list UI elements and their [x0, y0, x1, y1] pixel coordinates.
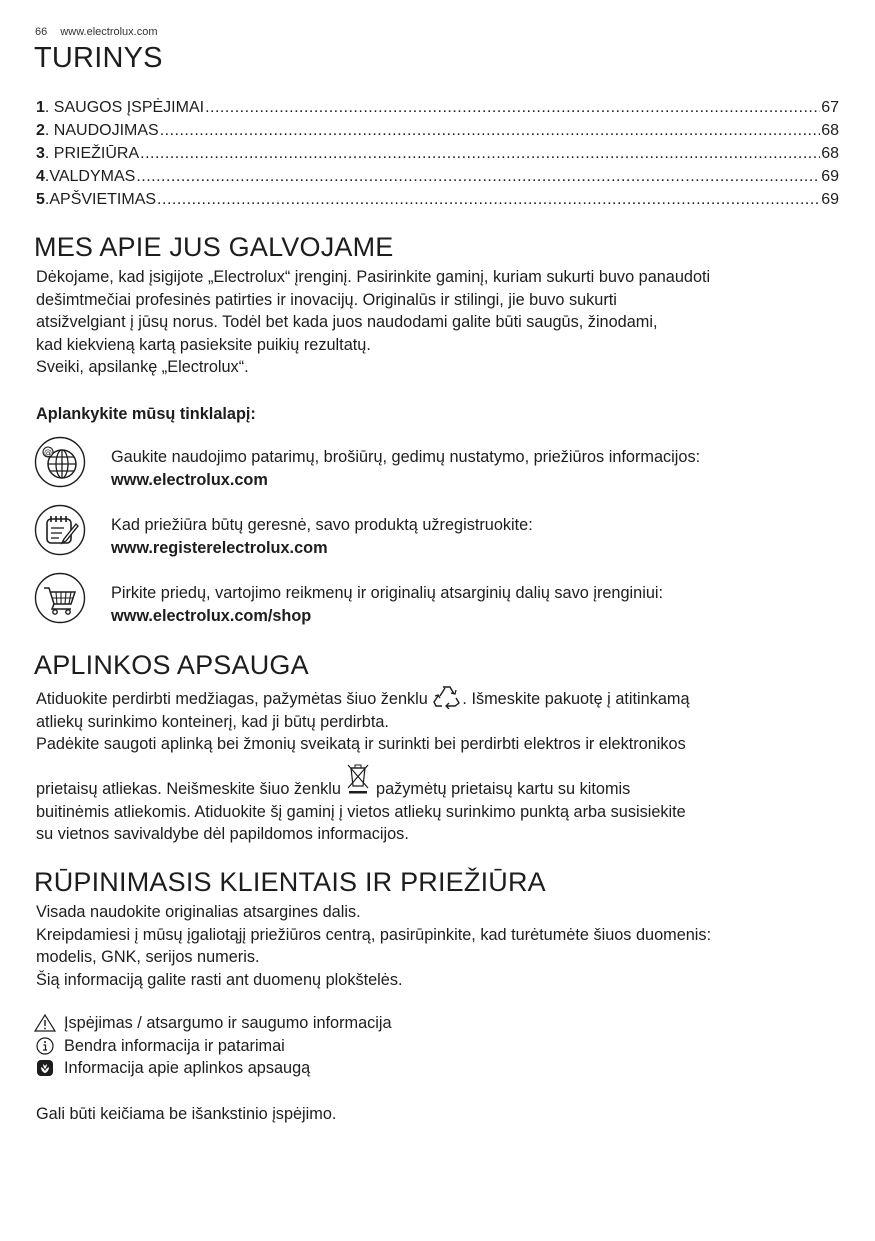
svg-text:@: @ [44, 448, 52, 457]
visit-label: Aplankykite mūsų tinklalapį: [36, 405, 256, 423]
toc-page: 69 [821, 191, 839, 208]
toc-item[interactable]: 3 . PRIEŽIŪRA ..... 68 [36, 142, 839, 165]
care-title: RŪPINIMASIS KLIENTAIS IR PRIEŽIŪRA [34, 867, 546, 897]
toc-item[interactable]: 2 . NAUDOJIMAS ..... 68 [36, 119, 839, 142]
toc-page: 69 [821, 168, 839, 185]
toc-item[interactable]: 5 .APŠVIETIMAS ..... 69 [36, 188, 839, 211]
warning-triangle-icon [34, 1014, 56, 1032]
register-link[interactable]: www.registerelectrolux.com [111, 538, 328, 557]
register-notepad-icon [34, 504, 86, 556]
toc-page: 68 [821, 122, 839, 139]
website-header: www.electrolux.com [60, 26, 158, 38]
crossed-bin-icon [345, 762, 371, 796]
toc-title: TURINYS [34, 42, 163, 74]
globe-icon [34, 436, 86, 488]
change-notice: Gali būti keičiama be išankstinio įspėjimo. [36, 1105, 337, 1123]
shop-link[interactable]: www.electrolux.com/shop [111, 606, 312, 625]
environment-title: APLINKOS APSAUGA [34, 650, 309, 680]
legend-item: Informacija apie aplinkos apsaugą [34, 1057, 392, 1080]
shopping-cart-icon [34, 572, 86, 624]
info-icon [36, 1037, 54, 1055]
legend-item: Bendra informacija ir patarimai [34, 1035, 392, 1058]
manual-page: 66 www.electrolux.com TURINYS 1 . SAUGOS ĮSPĖJIMAI ..... 67 2 . NAUDOJIMAS ..... 68 3 . PRIEŽIŪRA ..... 68 4 .VALDYMAS ..... 69 5 .APŠVIETIMAS ..... 69 MES APIE JUS GALVOJAME Dėkojame, kad įsigijote „Electrolux“ įrenginį. Pasirinkite gaminį, kuriam sukurti buvo panaudoti dešimtmečiai profesinės patirties ir inovacijų. Originalūs ir stilingi, jie buvo sukurti atsižvelgiant į jūsų norus. Todėl bet kada juos naudodami galite būti saugūs, žinodami, kad kiekvieną kartą pasieksite puikių rezultatų. Sveiki, apsilankę „Electrolux“. Aplankykite mūsų tinklalapį: @ Gaukite naudojimo patarimų, brošiūrų, gedimų nustatymo, priežiūros informacijos: www.electrolux.com Kad priežiūra būtų geresnė, savo produktą užregistruokite: www.registerelectrolux.com Pirkite priedų, vartojimo reikmenų ir originalių atsarginių dalių savo įrenginiui: www.electrolux.com/shop APLINKOS APSAUGA Atiduokite perdirbti medžiagas, pažymėtas šiuo ženklu . Išmeskite pakuotę į atitinkamą atliekų surinkimo konteinerį, kad ji būtų perdirbta. Padėkite saugoti aplinką bei žmonių sveikatą ir surinkti bei perdirbti elektros ir elektronikos prietaisų atliekas. Neišmeskite šiuo ženklu pažymėtų prietaisų kartu su kitomis buitinėmis atliekomis. Atiduokite šį gaminį į vietos atliekų surinkimo punktą arba susisiekite su vietnos savivaldybe dėl papildomos informacijos. RŪPINIMASIS KLIENTAIS IR PRIEŽIŪRA Visada naudokite originalias atsargines dalis. Kreipdamiesi į mūsų įgaliotąjį priežiūros centrą, pasirūpinkite, kad turėtumėte šiuos duomenis: modelis, GNK, serijos numeris. Šią informaciją galite rasti ant duomenų plokštelės. Įspėjimas / atsargumo ir saugumo informacija Bendra informacija ir patarimai Informacija apie aplinkos apsaugą Gali būti keičiama be išankstinio įspėjimo. [0, 0, 875, 1241]
toc-item[interactable]: 1 . SAUGOS ĮSPĖJIMAI ..... 67 [36, 96, 839, 119]
toc-page: 67 [821, 99, 839, 116]
about-title: MES APIE JUS GALVOJAME [34, 232, 394, 262]
care-paragraph: Visada naudokite originalias atsargines dalis. Kreipdamiesi į mūsų įgaliotąjį priežiūros centrą, pasirūpinkite, kad turėtumėte šiuos duomenis: modelis, GNK, serijos numeris. Šią informaciją galite rasti ant duomenų plokštelės. [36, 903, 712, 989]
about-paragraph: Dėkojame, kad įsigijote „Electrolux“ įrenginį. Pasirinkite gaminį, kuriam sukurti buvo panaudoti dešimtmečiai profesinės patirties ir inovacijų. Originalūs ir stilingi, jie buvo sukurti atsižvelgiant į jūsų norus. Todėl bet kada juos naudodami galite būti saugūs, žinodami, kad kiekvieną kartą pasieksite puikių rezultatų. Sveiki, apsilankę „Electrolux“. [36, 268, 711, 376]
environment-leaf-icon [36, 1059, 54, 1077]
symbol-legend [34, 1012, 392, 1080]
toc-item[interactable]: 4 .VALDYMAS ..... 69 [36, 165, 839, 188]
environment-paragraph: Atiduokite perdirbti medžiagas, pažymėtas šiuo ženklu . Išmeskite pakuotę į atitinkamą atliekų surinkimo konteinerį, kad ji būtų perdirbta. Padėkite saugoti aplinką bei žmonių sveikatą ir surinkti bei perdirbti elektros ir elektronikos [36, 688, 690, 756]
electrolux-link[interactable]: www.electrolux.com [111, 470, 268, 489]
legend-item: Įspėjimas / atsargumo ir saugumo informacija [34, 1012, 392, 1035]
table-of-contents [36, 96, 839, 211]
toc-page: 68 [821, 145, 839, 162]
page-header [35, 26, 168, 38]
environment-paragraph-2: prietaisų atliekas. Neišmeskite šiuo ženklu pažymėtų prietaisų kartu su kitomis buitinėmis atliekomis. Atiduokite šį gaminį į vietos atliekų surinkimo punktą arba susisiekite su vietnos savivaldybe dėl papildomos informacijos. [36, 778, 686, 846]
recycle-icon [432, 685, 462, 709]
page-number: 66 [35, 26, 48, 38]
